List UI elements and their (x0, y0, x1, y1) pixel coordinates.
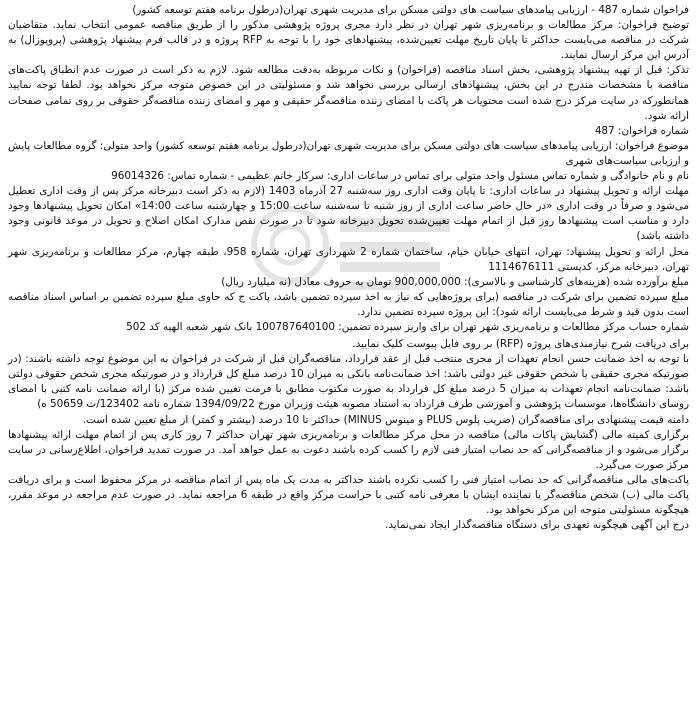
tender-disclaimer: درج این آگهی هیچگونه تعهدی برای دستگاه مناقصه‌گذار ایجاد نمی‌نماید. (385, 519, 689, 532)
tender-contact: نام و نام خانوادگی و شماره تماس مسئول واحد متولی برای تماس در ساعات اداری: سرکار خانم عظیمی - شماره تماس: 96014326 (111, 170, 689, 183)
tender-estimated-amount: مبلغ برآورده شده (هزینه‌های کارشناسی و بالاسری): 900,000,000 تومان به حروف معادل (نه میلیارد ریال) (221, 275, 689, 288)
tender-description: توضیح فراخوان: مرکز مطالعات و برنامه‌ریزی شهر تهران در نظر دارد مجری پروژه پژوهشی مذکور را از طریق مناقصه عمومی انتخاب نماید. متقاضیان شرکت در مناقصه می‌بایست حداکثر تا پایان تاریخ مهلت تعیین‌شده، پیشنهادهای خود را با توجه به RFP پروژه و در قالب فرم پیشنهاد پژوهشی (پروپوزال) به آدرس این مرکز ارسال نمایند. (8, 19, 689, 62)
tender-price-range: دامنه قیمت پیشنهادی برای مناقصه‌گران (ضریب پلوس PLUS و مینوس MINUS) حداکثر تا 10 درصد (بیشتر و کمتر) از مبلغ تعیین شده است. (82, 413, 689, 426)
tender-title: فراخوان شماره 487 - ارزیابی پیامدهای سیاست های دولتی مسکن برای مدیریت شهری تهران(درطول برنامه هفتم توسعه کشور) (132, 4, 689, 16)
tender-rfp-download[interactable]: برای دریافت شرح نیازمندی‌های پروژه (RFP) بر روی فایل پیوست کلیک نمایید. (352, 338, 689, 351)
tender-financial-committee: برگزاری کمیته مالی (گشایش پاکات مالی) مناقصه در محل مرکز مطالعات و برنامه‌ریزی شهر تهران حداکثر 7 روز کاری پس از اتمام مهلت ارائه پیشنهادها برگزار می‌شود و از مناقصه‌گرانی که حد نصاب امتیاز فنی لازم را کسب کرده باشند دعوت به عمل خواهد آمد. در صورت تمدید فراخوان، اطلاع‌رسانی در سایت مرکز صورت می‌گیرد. (8, 428, 689, 471)
tender-financial-envelopes: پاکت‌های مالی مناقصه‌گرانی که حد نصاب امتیاز فنی را کسب نکرده باشند حداکثر به مدت یک ماه پس از اتمام مناقصه در مرکز محفوظ است و برای دریافت پاکت مالی (ب) شخص مناقصه‌گر یا نماینده ایشان با معرفی نامه کتبی با حراست مرکز واقع در طبقه 6 مراجعه نماید. در صورت عدم مراجعه در موعد مقرر، هیچگونه مسئولیتی متوجه این مرکز نخواهد بود. (8, 473, 689, 517)
tender-bank-account: شماره حساب مرکز مطالعات و برنامه‌ریزی شهر تهران برای واریز سپرده تضمین: 100787640100 بانک شهر شعبه الهیه کد 502 (126, 320, 689, 333)
tender-performance-guarantee: با توجه به اخذ ضمانت حسن انجام تعهدات از مجری منتخب قبل از عقد قرارداد، مناقصه‌گران قبل از شرکت در فراخوان به این موضوع توجه داشته باشند: (در صورتیکه مجری حقیقی یا شخص حقوقی غیر دولتی باشد: اخذ ضمانت‌نامه بانکی به میزان 10 درصد مبلغ کل قرارداد و در صورتیکه مجری شخص حقوقی دولتی باشد: ضمانت‌نامه انجام تعهدات به میزان 5 درصد مبلغ کل قرارداد به صورت مکتوب مطابق با فرمت تعیین شده مرکز (با ارائه ضمانت نامه کتبی با امضای روسای دانشگاه‌ها، موسسات پژوهشی و آموزشی طرف قرارداد به استناد مصوبه هیئت وزیران مورخ 1394/09/22 شماره نامه 123402/ت 50659 ه) (8, 353, 689, 411)
tender-guarantee-deposit: مبلغ سپرده تضمین برای شرکت در مناقصه (برای پروژه‌هایی که نیاز به اخذ سپرده تضمین باشد، پاکت ج که حاوی مبلغ سپرده تضمین بر اساس اسناد مناقصه است بدون قید و شرط می‌بایست ارائه شود): این پروژه سپرده تضمین ندارد. (8, 290, 689, 318)
tender-notice-warning: تذکر: قبل از تهیه پیشنهاد پژوهشی، بخش اسناد مناقصه (فراخوان) و نکات مربوطه به‌دقت مطالعه شود. لازم به ذکر است در صورت عدم انطباق پاکت‌های مناقصه با مشخصات مندرج در این بخش، پیشنهادهای ارسالی بررسی نخواهد شد و مسئولیتی در این خصوص متوجه مرکز نخواهد بود. لطفا توجه نمایید همانطورکه در سایت مرکز درج شده است محتویات هر پاکت با امضای زننده مناقصه‌گر حقیقی و مهر و امضای زننده مناقصه‌گر حقوقی بر روی تمامی صفحات ارائه شود. (8, 64, 689, 122)
tender-number: شماره فراخوان: 487 (594, 124, 689, 137)
tender-subject: موضوع فراخوان: ارزیابی پیامدهای سیاست های دولتی مسکن برای مدیریت شهری تهران(درطول برنامه هفتم توسعه کشور) واحد متولی: گروه مطالعات پایش و ارزیابی سیاست‌های شهری (8, 139, 689, 167)
tender-deadline: مهلت ارائه و تحویل پیشنهاد در ساعات اداری: تا پایان وقت اداری روز سه‌شنبه 27 آذرماه 1403 (لازم به ذکر است دبیرخانه مرکز پس از وقت اداری تعطیل می‌شود و صرفاً در وقت اداری «در حال حاضر ساعت اداری از روز شنبه تا سه‌شنبه ساعت 15:00 و چهارشنبه ساعت 14:00» امکان تحویل پیشنهادها وجود دارد و مناسب است پیشنهادها روز قبل از اتمام مهلت تعیین‌شده تحویل دبیرخانه شود تا در صورت نقص مدارک امکان اصلاح و تحویل در موعد قانونی وجود داشته باشد) (8, 185, 689, 243)
tender-delivery-address: محل ارائه و تحویل پیشنهاد: تهران، انتهای خیابان خیام، ساختمان شماره 2 شهرداری تهران، شماره 958، طبقه چهارم، مرکز مطالعات و برنامه‌ریزی شهر تهران، دبیرخانه مرکز، کدپستی 1114676111 (8, 245, 690, 273)
